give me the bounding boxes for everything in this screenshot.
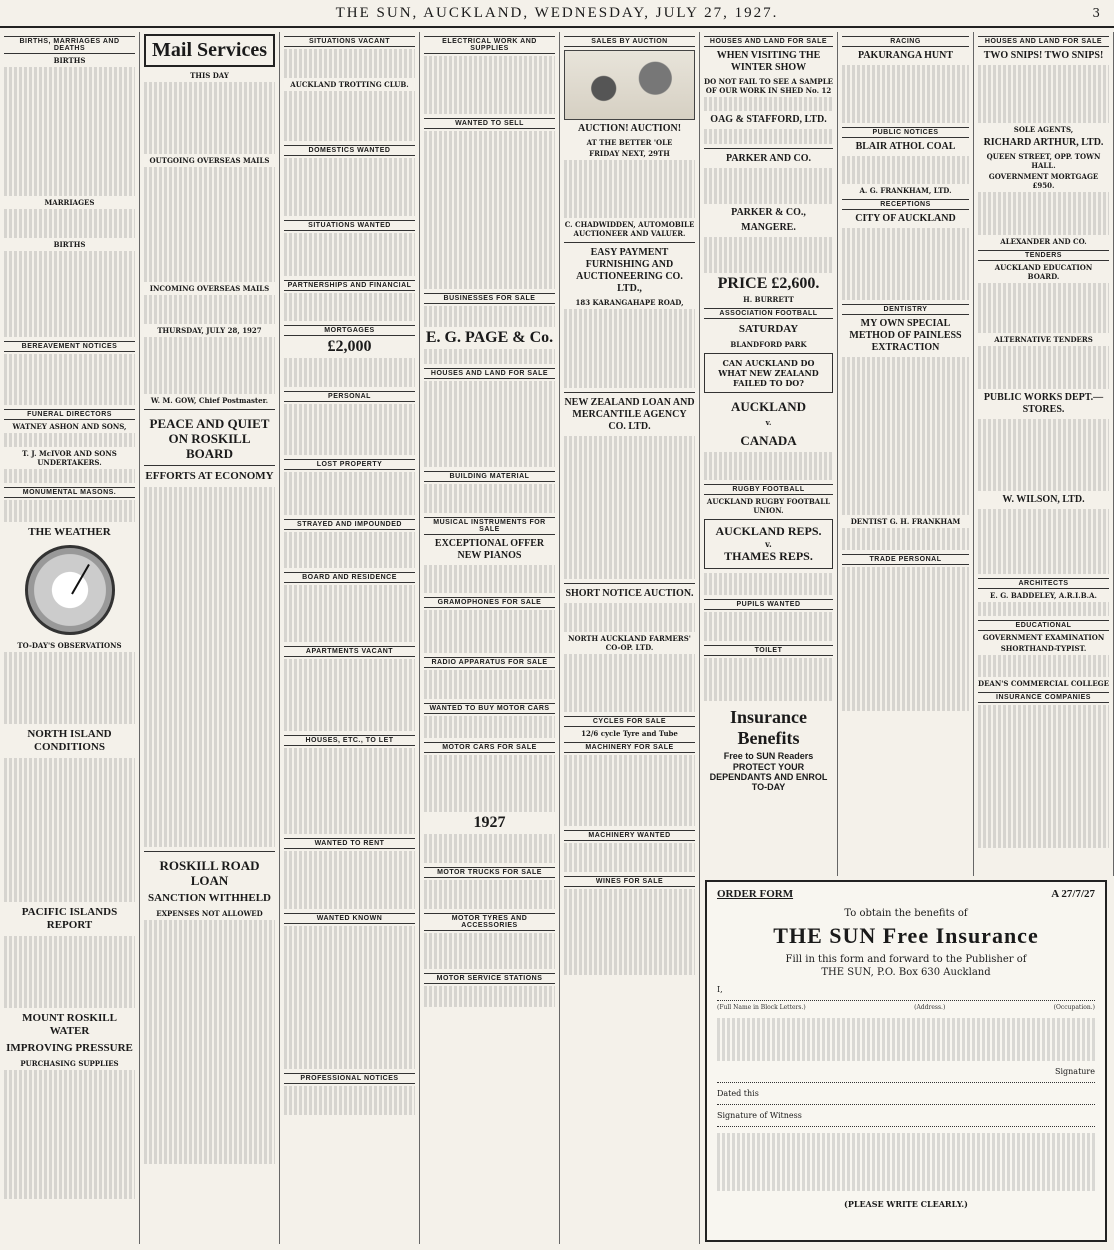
exceptional-offer: EXCEPTIONAL OFFER NEW PIANOS: [434, 537, 545, 561]
order-line-3: Fill in this form and forward to the Publisher of: [785, 954, 1027, 965]
section-funeral: FUNERAL DIRECTORS: [4, 409, 135, 420]
water-heading: MOUNT ROSKILL WATER: [22, 1011, 117, 1037]
name-hint: (Full Name in Block Letters.): [717, 1004, 806, 1011]
sub-marriages: MARRIAGES: [44, 198, 95, 208]
public-works: PUBLIC WORKS DEPT.—STORES.: [983, 392, 1104, 416]
thursday-date: THURSDAY, JULY 28, 1927: [157, 325, 262, 335]
births-text: [4, 67, 135, 196]
section-auction: SALES BY AUCTION: [564, 36, 695, 47]
outgoing-mails: OUTGOING OVERSEAS MAILS: [149, 155, 270, 165]
short-notice: SHORT NOTICE AUCTION.: [565, 588, 694, 600]
section-wanted-known: WANTED KNOWN: [284, 913, 415, 924]
section-personal: PERSONAL: [284, 391, 415, 402]
postmaster-signature: W. M. GOW, Chief Postmaster.: [150, 396, 269, 406]
section-gramophones: GRAMOPHONES FOR SALE: [424, 597, 555, 608]
expenses-subheading: EXPENSES NOT ALLOWED: [156, 908, 263, 918]
section-mortgages: MORTGAGES: [284, 325, 415, 336]
order-line-1: To obtain the benefits of: [844, 908, 968, 919]
section-wanted-to-sell: WANTED TO SELL: [424, 118, 555, 129]
can-auckland-box: [704, 353, 833, 393]
section-situations-vacant: SITUATIONS VACANT: [284, 36, 415, 47]
auckland-reps: AUCKLAND REPS.: [715, 524, 822, 539]
section-apartments: APARTMENTS VACANT: [284, 646, 415, 657]
free-to-readers: Free to SUN Readers: [723, 750, 814, 761]
two-snips: TWO SNIPS! TWO SNIPS!: [983, 50, 1104, 61]
signature-label: Signature: [1054, 1067, 1095, 1077]
name-field[interactable]: [717, 985, 1095, 1001]
order-form-title: ORDER FORM: [717, 888, 794, 900]
weather-caption: TO-DAY'S OBSERVATIONS: [17, 641, 122, 650]
sole-agents: SOLE AGENTS,: [1013, 124, 1074, 134]
section-wines: WINES FOR SALE: [564, 876, 695, 887]
auction-cartoon-image: [564, 50, 695, 120]
funeral-ad-1: WATNEY ASHON AND SONS,: [12, 421, 127, 431]
section-cycles: CYCLES FOR SALE: [564, 716, 695, 727]
government-mortgage: GOVERNMENT MORTGAGE £950.: [988, 171, 1099, 190]
column-2: [140, 32, 280, 1244]
address-hint: (Address.): [914, 1004, 946, 1011]
richard-arthur: RICHARD ARTHUR, LTD.: [983, 136, 1104, 148]
section-insurance: INSURANCE COMPANIES: [978, 692, 1109, 703]
cycles-ad: 12/6 cycle Tyre and Tube: [581, 728, 678, 738]
weather-heading: THE WEATHER: [28, 526, 111, 538]
sub-births: BIRTHS: [53, 56, 86, 65]
sanction-subheading: SANCTION WITHHELD: [148, 891, 271, 904]
reps-box: [704, 519, 833, 569]
chadwidden: C. CHADWIDDEN, AUTOMOBILE AUCTIONEER AND VALUER.: [564, 219, 695, 238]
section-situations-wanted: SITUATIONS WANTED: [284, 220, 415, 231]
dated-field[interactable]: [717, 1089, 1095, 1105]
purchasing-heading: PURCHASING SUPPLIES: [20, 1058, 119, 1068]
mangere: MANGERE.: [741, 221, 796, 233]
column-8: [974, 32, 1114, 876]
column-7: [838, 32, 974, 876]
section-lost-property: LOST PROPERTY: [284, 459, 415, 470]
versus: v.: [765, 417, 772, 427]
winter-show: WHEN VISITING THE WINTER SHOW: [716, 50, 821, 73]
witness-field[interactable]: [717, 1111, 1095, 1127]
section-electrical: ELECTRICAL WORK AND SUPPLIES: [424, 36, 555, 54]
section-monumental: MONUMENTAL MASONS.: [4, 487, 135, 498]
section-motor-tyres: MOTOR TYRES AND ACCESSORIES: [424, 913, 555, 931]
section-association-football: ASSOCIATION FOOTBALL: [704, 308, 833, 319]
section-motor-trucks: MOTOR TRUCKS FOR SALE: [424, 867, 555, 878]
occupation-hint: (Occupation.): [1053, 1004, 1095, 1011]
barometer-icon: [25, 545, 115, 635]
versus-2: v.: [765, 539, 772, 550]
this-day: THIS DAY: [190, 71, 229, 80]
masthead: [0, 0, 1114, 28]
rugby-union: AUCKLAND RUGBY FOOTBALL UNION.: [706, 497, 831, 516]
section-rugby: RUGBY FOOTBALL: [704, 484, 833, 495]
section-building-material: BUILDING MATERIAL: [424, 471, 555, 482]
efforts-subheading: EFFORTS AT ECONOMY: [145, 470, 274, 483]
section-machinery-wanted: MACHINERY WANTED: [564, 830, 695, 841]
oag-stafford: OAG & STAFFORD, LTD.: [710, 114, 827, 126]
section-racing: RACING: [842, 36, 969, 47]
karangahape: 183 KARANGAHAPE ROAD,: [575, 297, 684, 307]
section-domestics: DOMESTICS WANTED: [284, 145, 415, 156]
page-number: 3: [1092, 6, 1100, 20]
alexander-co: ALEXANDER AND CO.: [1000, 236, 1087, 246]
name-label: I,: [717, 985, 723, 994]
order-line-2: THE SUN Free Insurance: [773, 923, 1039, 948]
newspaper-title: THE SUN, AUCKLAND, WEDNESDAY, JULY 27, 1927.: [335, 4, 779, 21]
section-musical: MUSICAL INSTRUMENTS FOR SALE: [424, 517, 555, 535]
roskill-loan-heading: ROSKILL ROAD LOAN: [159, 857, 260, 888]
signature-field[interactable]: [717, 1067, 1095, 1083]
section-professional: PROFESSIONAL NOTICES: [284, 1073, 415, 1084]
shed-12: DO NOT FAIL TO SEE A SAMPLE OF OUR WORK IN SHED No. 12: [704, 77, 833, 95]
blandford-park: BLANDFORD PARK: [730, 339, 807, 349]
insurance-benefits: Insurance Benefits: [729, 706, 807, 748]
deans-college: DEAN'S COMMERCIAL COLLEGE: [978, 678, 1109, 688]
section-toilet: TOILET: [704, 645, 833, 656]
page-company: E. G. PAGE & Co.: [425, 329, 554, 347]
burrett: H. BURRETT: [743, 294, 794, 304]
section-motor-sale: MOTOR CARS FOR SALE: [424, 742, 555, 753]
nz-loan: NEW ZEALAND LOAN AND MERCANTILE AGENCY CO. LTD.: [564, 396, 695, 432]
alternative-tenders: ALTERNATIVE TENDERS: [994, 334, 1093, 344]
blair-athol: BLAIR ATHOL COAL: [855, 140, 956, 152]
please-write-clearly: (PLEASE WRITE CLEARLY.): [844, 1198, 968, 1209]
auckland: AUCKLAND: [730, 398, 807, 414]
queen-street: QUEEN STREET, OPP. TOWN HALL.: [986, 151, 1101, 170]
wilson-ltd: W. WILSON, LTD.: [1002, 493, 1085, 505]
section-motor-wanted: WANTED TO BUY MOTOR CARS: [424, 703, 555, 714]
pacific-heading: PACIFIC ISLANDS REPORT: [21, 905, 118, 931]
section-businesses: BUSINESSES FOR SALE: [424, 293, 555, 304]
north-auckland-farmers: NORTH AUCKLAND FARMERS' CO-OP. LTD.: [568, 634, 691, 653]
gov-examination: GOVERNMENT EXAMINATION: [982, 633, 1105, 642]
order-form: [705, 880, 1107, 1242]
north-island-heading: NORTH ISLAND CONDITIONS: [27, 727, 112, 753]
section-machinery: MACHINERY FOR SALE: [564, 742, 695, 753]
saturday: SATURDAY: [738, 322, 799, 335]
parker-co: PARKER AND CO.: [725, 152, 812, 164]
order-line-4: THE SUN, P.O. Box 630 Auckland: [821, 967, 991, 978]
section-strayed: STRAYED AND IMPOUNDED: [284, 519, 415, 530]
section-houses-land: HOUSES AND LAND FOR SALE: [424, 368, 555, 379]
section-dentistry: DENTISTRY: [842, 304, 969, 315]
section-receptions: RECEPTIONS: [842, 199, 969, 210]
dated-label: Dated this: [717, 1089, 759, 1099]
column-4: [420, 32, 560, 1244]
funeral-ad-2: T. J. McIVOR AND SONS UNDERTAKERS.: [22, 449, 117, 468]
protect-dependants: PROTECT YOUR DEPENDANTS AND ENROL TO-DAY: [709, 761, 828, 792]
section-public-notices: PUBLIC NOTICES: [842, 127, 969, 138]
painless-extraction: MY OWN SPECIAL METHOD OF PAINLESS EXTRACTION: [849, 318, 962, 354]
auction-title: AUCTION! AUCTION!: [577, 123, 682, 134]
canada: CANADA: [740, 432, 797, 448]
city-of-auckland: CITY OF AUCKLAND: [855, 213, 956, 225]
sub-births-2: BIRTHS: [53, 240, 86, 250]
education-board: AUCKLAND EDUCATION BOARD.: [994, 262, 1093, 281]
easy-payment: EASY PAYMENT FURNISHING AND AUCTIONEERING CO. LTD.,: [576, 246, 683, 294]
frankham-ltd: A. G. FRANKHAM, LTD.: [859, 186, 952, 196]
section-houses: HOUSES AND LAND FOR SALE: [704, 36, 833, 47]
section-houses-8: HOUSES AND LAND FOR SALE: [978, 36, 1109, 47]
section-births: BIRTHS, MARRIAGES AND DEATHS: [4, 36, 135, 54]
mail-services-heading: Mail Services: [144, 34, 275, 67]
friday-next: FRIDAY NEXT, 29TH: [589, 149, 670, 158]
parker-co-2: PARKER & CO.,: [731, 206, 806, 218]
section-pupils: PUPILS WANTED: [704, 599, 833, 610]
shorthand-typist: SHORTHAND-TYPIST.: [1000, 644, 1087, 653]
section-motor-service: MOTOR SERVICE STATIONS: [424, 973, 555, 984]
witness-label: Signature of Witness: [717, 1111, 802, 1121]
dentist-frankham: DENTIST G. H. FRANKHAM: [850, 517, 961, 527]
mortgage-amount: £2,000: [327, 338, 372, 356]
thames-reps: THAMES REPS.: [724, 549, 813, 564]
peace-heading: PEACE AND QUIET ON ROSKILL BOARD: [149, 416, 270, 462]
column-6: [700, 32, 838, 876]
order-form-code: A 27/7/27: [1051, 888, 1095, 900]
can-auckland: CAN AUCKLAND DO WHAT NEW ZEALAND FAILED TO DO?: [718, 357, 819, 388]
section-bereavement: BEREAVEMENT NOTICES: [4, 341, 135, 352]
baddeley: E. G. BADDELEY, A.R.I.B.A.: [990, 590, 1097, 600]
section-houses-to-let: HOUSES, ETC., TO LET: [284, 735, 415, 746]
price: PRICE £2,600.: [717, 274, 820, 292]
section-educational: EDUCATIONAL: [978, 620, 1109, 631]
section-partnerships: PARTNERSHIPS AND FINANCIAL: [284, 280, 415, 291]
section-wanted-to-rent: WANTED TO RENT: [284, 838, 415, 849]
section-tenders: TENDERS: [978, 250, 1109, 261]
section-board-residence: BOARD AND RESIDENCE: [284, 572, 415, 583]
incoming-mails: INCOMING OVERSEAS MAILS: [149, 283, 270, 293]
year-1927: 1927: [473, 814, 506, 832]
pakuranga-hunt: PAKURANGA HUNT: [857, 50, 954, 61]
trotting-club: AUCKLAND TROTTING CLUB.: [290, 79, 409, 89]
improving-heading: IMPROVING PRESSURE: [6, 1041, 133, 1054]
better-ole: AT THE BETTER 'OLE: [586, 138, 673, 147]
column-5: [560, 32, 700, 1244]
column-3: [280, 32, 420, 1244]
section-radio: RADIO APPARATUS FOR SALE: [424, 657, 555, 668]
section-trade-personal: TRADE PERSONAL: [842, 554, 969, 565]
section-architects: ARCHITECTS: [978, 578, 1109, 589]
column-1: [0, 32, 140, 1244]
